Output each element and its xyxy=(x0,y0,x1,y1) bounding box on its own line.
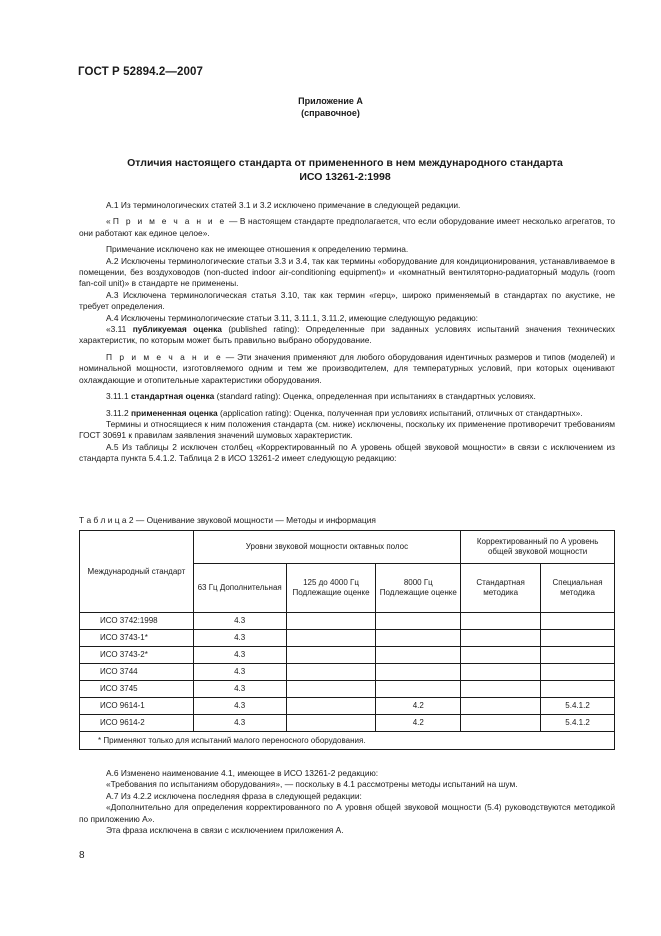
paragraph-term-3-11 xyxy=(79,324,615,347)
header-special-method: Специальная методика xyxy=(541,564,615,613)
cell-63hz: 4.3 xyxy=(193,630,286,647)
cell-8000hz xyxy=(376,630,461,647)
paragraph-a7-quote: «Дополнительно для определения корректированного по А уровня общей звуковой мощности (5.4) руководствуются методикой по приложению А». xyxy=(79,802,615,824)
note-2-text: — Эти значения применяют для любого оборудования идентичных размеров и типов (моделей) и номинальной мощности, изготовляемого одним и тем же производителем, для температурных условий, при которых оценивают охлаждающие и отопительные характеристики оборудования. xyxy=(79,351,615,385)
cell-125-4000hz xyxy=(286,664,376,681)
cell-63hz: 4.3 xyxy=(193,698,286,715)
term-3-11-2-term: примененная оценка xyxy=(131,407,218,418)
header-125-4000hz: 125 до 4000 Гц Подлежащие оценке xyxy=(286,564,376,613)
cell-standard: ИСО 3743-1* xyxy=(80,630,194,647)
table-row xyxy=(80,630,615,647)
cell-standard: ИСО 3743-2* xyxy=(80,647,194,664)
paragraph-a1: А.1 Из терминологических статей 3.1 и 3.2 исключено примечание в следующей редакции. xyxy=(106,200,461,210)
paragraph-a6: А.6 Изменено наименование 4.1, имеющее в ИСО 13261-2 редакцию: xyxy=(106,768,379,778)
cell-125-4000hz xyxy=(286,647,376,664)
table-footnote-row xyxy=(80,732,615,750)
cell-standard: ИСО 3744 xyxy=(80,664,194,681)
cell-8000hz: 4.2 xyxy=(376,715,461,732)
cell-125-4000hz xyxy=(286,630,376,647)
cell-8000hz xyxy=(376,681,461,698)
cell-special-method xyxy=(541,681,615,698)
cell-standard-method xyxy=(461,681,541,698)
term-3-11-2-text: (application rating): Оценка, полученная при условиях испытаний, отличных от стандартных». xyxy=(217,407,583,418)
paragraph-a7: А.7 Из 4.2.2 исключена последняя фраза в следующей редакции: xyxy=(106,790,362,801)
table-row xyxy=(80,681,615,698)
annex-subtitle: (справочное) xyxy=(301,108,360,118)
cell-standard-method xyxy=(461,630,541,647)
table-row xyxy=(80,715,615,732)
cell-63hz: 4.3 xyxy=(193,664,286,681)
cell-special-method xyxy=(541,630,615,647)
term-3-11-number: «3.11 xyxy=(106,324,133,335)
cell-standard-method xyxy=(461,715,541,732)
cell-standard-method xyxy=(461,647,541,664)
cell-8000hz xyxy=(376,647,461,664)
cell-standard-method xyxy=(461,613,541,630)
cell-special-method xyxy=(541,647,615,664)
cell-63hz: 4.3 xyxy=(193,613,286,630)
main-title-line-1: Отличия настоящего стандарта от примененного в нем международного стандарта xyxy=(127,157,563,169)
cell-special-method xyxy=(541,664,615,681)
cell-standard: ИСО 3745 xyxy=(80,681,194,698)
paragraph-note-removed: Примечание исключено как не имеющее отношения к определению термина. xyxy=(106,244,409,255)
paragraph-a2: А.2 Исключены терминологические статьи 3.3 и 3.4, так как термины «оборудование для кондиционирования, устанавливаемое в помещении, без воздуховодов (non-ducted indoor air-conditioning equipment)» и «комнатный вентиляторно-радиаторный модуль (room fan-coil unit)» в стандарте не применены. xyxy=(79,255,615,289)
header-8000hz: 8000 Гц Подлежащие оценке xyxy=(376,564,461,613)
table-footnote: * Применяют только для испытаний малого переносного оборудования. xyxy=(80,732,615,750)
header-63hz: 63 Гц Дополнительная xyxy=(193,564,286,613)
main-title xyxy=(90,156,600,184)
cell-special-method: 5.4.1.2 xyxy=(541,715,615,732)
paragraph-a7-removed: Эта фраза исключена в связи с исключением приложения А. xyxy=(106,825,344,836)
cell-125-4000hz xyxy=(286,715,376,732)
cell-standard-method xyxy=(461,698,541,715)
page-number: 8 xyxy=(79,850,85,861)
cell-125-4000hz xyxy=(286,681,376,698)
header-corrected-group: Корректированный по А уровень общей звуковой мощности xyxy=(461,531,615,564)
paragraph-term-3-11-2 xyxy=(79,408,615,419)
paragraph-a6-quote: «Требования по испытаниям оборудования», — поскольку в 4.1 рассмотрены методы испытаний на шум. xyxy=(106,779,518,790)
header-standard-method: Стандартная методика xyxy=(461,564,541,613)
annex-title: Приложение А xyxy=(298,96,363,106)
term-3-11-1-number: 3.11.1 xyxy=(106,391,131,402)
paragraph-note-2 xyxy=(79,352,615,386)
cell-standard: ИСО 3742:1998 xyxy=(80,613,194,630)
paragraph-note xyxy=(79,216,615,239)
term-3-11-1-term: стандартная оценка xyxy=(131,391,215,402)
cell-8000hz xyxy=(376,664,461,681)
cell-63hz: 4.3 xyxy=(193,647,286,664)
paragraph-a4: А.4 Исключены терминологические статьи 3.11, 3.11.1, 3.11.2, имеющие следующую редакцию: xyxy=(106,312,478,323)
header-octave-group: Уровни звуковой мощности октавных полос xyxy=(193,531,460,564)
term-3-11-2-number: 3.11.2 xyxy=(106,407,131,418)
main-title-line-2: ИСО 13261-2:1998 xyxy=(299,171,391,183)
term-3-11-term: публикуемая оценка xyxy=(132,324,222,335)
cell-standard-method xyxy=(461,664,541,681)
table-header-row-1 xyxy=(80,531,615,564)
cell-standard: ИСО 9614-1 xyxy=(80,698,194,715)
cell-8000hz xyxy=(376,613,461,630)
table-row xyxy=(80,698,615,715)
cell-125-4000hz xyxy=(286,613,376,630)
document-id: ГОСТ Р 52894.2—2007 xyxy=(78,66,203,78)
paragraph-a3: А.3 Исключена терминологическая статья 3.10, так как термин «герц», широко применяемый в стандартах по акустике, не требует определения. xyxy=(79,289,615,312)
paragraph-term-3-11-1 xyxy=(79,391,615,402)
note-2-label: П р и м е ч а н и е xyxy=(106,351,223,362)
cell-63hz: 4.3 xyxy=(193,681,286,698)
cell-standard: ИСО 9614-2 xyxy=(80,715,194,732)
table-row xyxy=(80,664,615,681)
paragraph-a5: А.5 Из таблицы 2 исключен столбец «Корректированный по А уровень общей звуковой мощности» в связи с исключением из стандарта пункта 5.4.1.2. Таблица 2 в ИСО 13261-2 имеет следующую редакцию: xyxy=(79,441,615,464)
sound-power-table xyxy=(79,530,615,750)
note-text: — В настоящем стандарте предполагается, что если оборудование имеет несколько агрегатов, то они работают как единое целое». xyxy=(79,216,615,238)
body-text xyxy=(79,200,615,465)
cell-8000hz: 4.2 xyxy=(376,698,461,715)
cell-special-method xyxy=(541,613,615,630)
cell-special-method: 5.4.1.2 xyxy=(541,698,615,715)
table-caption: Т а б л и ц а 2 — Оценивание звуковой мощности — Методы и информация xyxy=(79,515,376,525)
cell-63hz: 4.3 xyxy=(193,715,286,732)
paragraph-terms-removed: Термины и относящиеся к ним положения стандарта (см. ниже) исключены, поскольку их применение противоречит требованиям ГОСТ 30691 к правилам заявления значений шумовых характеристик. xyxy=(79,418,615,441)
note-label: «П р и м е ч а н и е xyxy=(106,216,227,227)
body-text-after-table xyxy=(79,768,615,836)
cell-125-4000hz xyxy=(286,698,376,715)
table-row xyxy=(80,613,615,630)
term-3-11-1-text: (standard rating): Оценка, определенная при испытаниях в стандартных условиях. xyxy=(214,391,536,402)
header-standard: Международный стандарт xyxy=(80,531,194,613)
table-row xyxy=(80,647,615,664)
term-3-11-text: (published rating): Определенные при заданных условиях испытаний значения технических характеристик, по которым может быть правильно выбрано оборудование. xyxy=(79,324,615,346)
